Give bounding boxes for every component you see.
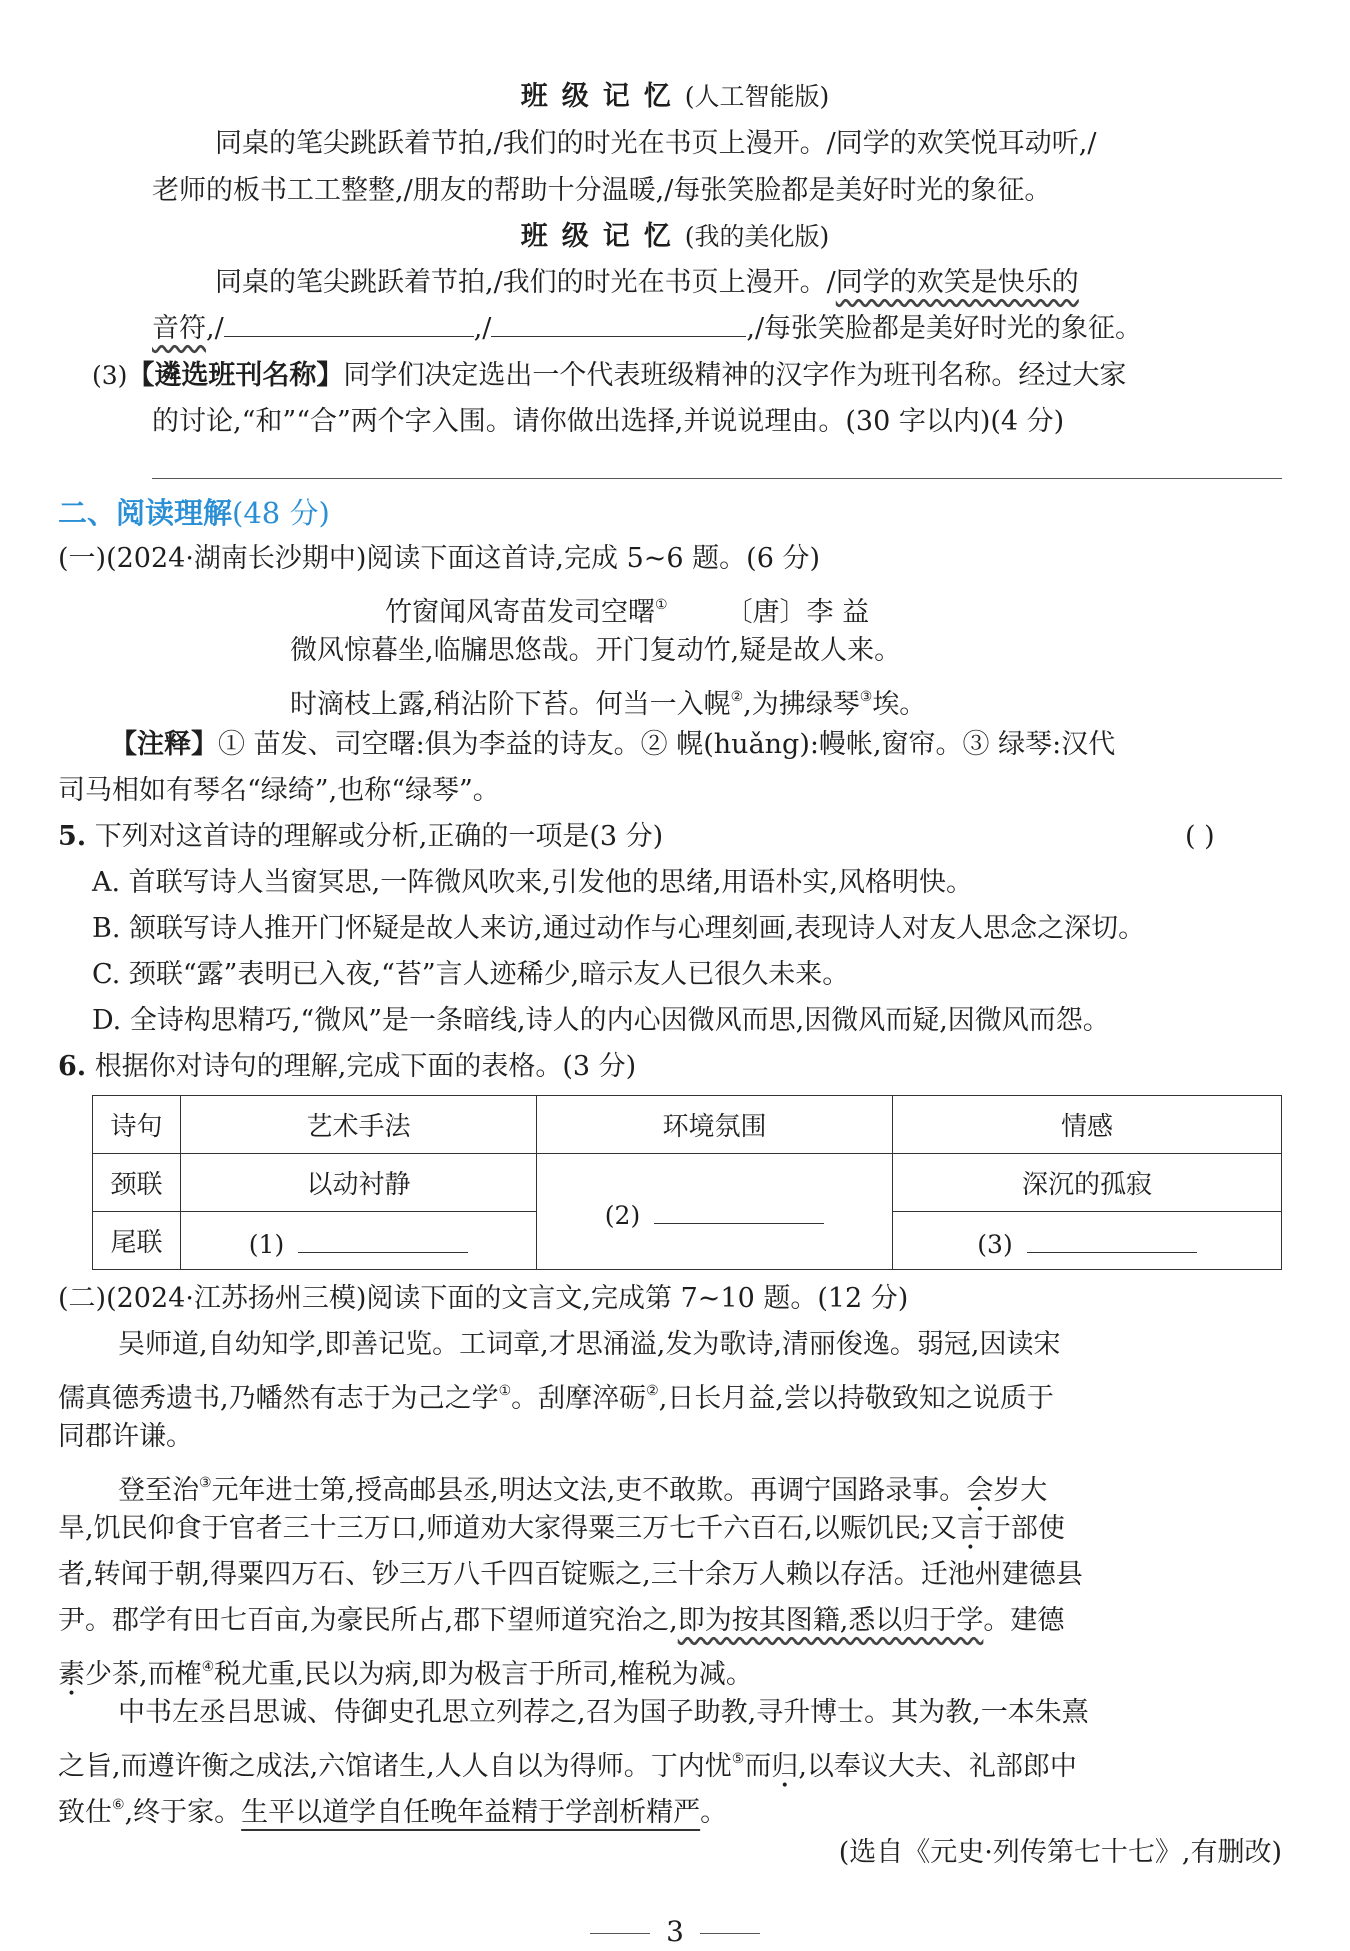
ai-line-1: 同桌的笔尖跳跃着节拍,/我们的时光在书页上漫开。/同学的欢笑悦耳动听,/ bbox=[215, 128, 1097, 159]
notes-text: ① 苗发、司空曙:俱为李益的诗友。② 幌(huǎng):幔帐,窗帘。③ 绿琴:汉代 bbox=[218, 729, 1116, 760]
blank-label: (2) bbox=[604, 1200, 641, 1230]
note-mark: ③ bbox=[859, 689, 873, 705]
blank-label: (3) bbox=[977, 1229, 1013, 1259]
section-title: 二、阅读理解 bbox=[58, 496, 233, 530]
q5-option-c: C. 颈联“露”表明已入夜,“苔”言人迹稀少,暗示友人已很久未来。 bbox=[92, 959, 850, 990]
me-line-1 bbox=[215, 260, 1079, 306]
title-text: 班级记忆 bbox=[520, 221, 685, 252]
q5-answer-paren[interactable]: ( ) bbox=[1185, 821, 1215, 852]
text-run: ,终于家。 bbox=[124, 1797, 242, 1828]
table-cell: 颈联 bbox=[93, 1154, 181, 1212]
answer-blank[interactable] bbox=[1027, 1222, 1197, 1253]
q3-tag: 【遴选班刊名称】 bbox=[127, 360, 344, 391]
passage-p1-line-2 bbox=[58, 1368, 1054, 1422]
passage-p2-line-3: 者,转闻于朝,得粟四万石、钞三万八千四百锭赈之,三十余万人赖以存活。迁池州建德县 bbox=[58, 1559, 1083, 1590]
note-mark: ③ bbox=[199, 1475, 212, 1491]
text-run: 之旨,而遵许衡之成法,六馆诸生,人人自以为得师。丁内忧 bbox=[58, 1751, 732, 1782]
table-cell: 深沉的孤寂 bbox=[893, 1154, 1282, 1212]
underlined-sentence: 即为按其图籍,悉以归于学 bbox=[677, 1605, 984, 1636]
passage-p3-line-1: 中书左丞吕思诚、侍御史孔思立列荐之,召为国子助教,寻升博士。其为教,一本朱熹 bbox=[118, 1697, 1089, 1728]
poem-title-me bbox=[0, 214, 1350, 260]
table-cell-blank-1[interactable] bbox=[181, 1212, 537, 1270]
text-run: 。 bbox=[700, 1797, 728, 1828]
q6-stem bbox=[58, 1044, 636, 1090]
note-mark: ④ bbox=[201, 1659, 215, 1675]
text-run: 尹。郡学有田七百亩,为豪民所占,郡下望师道究治之, bbox=[58, 1605, 678, 1636]
q3-line-2: 的讨论,“和”“合”两个字入围。请你做出选择,并说说理由。(30 字以内)(4 分) bbox=[152, 406, 1065, 437]
title-text: 班级记忆 bbox=[520, 81, 685, 112]
dotted-char: 言 bbox=[956, 1513, 984, 1544]
analysis-table bbox=[92, 1095, 1282, 1270]
notes-line-2: 司马相如有琴名“绿绮”,也称“绿琴”。 bbox=[58, 775, 500, 806]
table-header-row bbox=[93, 1096, 1282, 1154]
note-mark: ① bbox=[655, 597, 668, 613]
q5-number: 5. bbox=[58, 821, 87, 852]
me-line-2 bbox=[152, 306, 1142, 352]
note-mark: ① bbox=[498, 1383, 512, 1399]
q3-text: 同学们决定选出一个代表班级精神的汉字作为班刊名称。经过大家 bbox=[343, 360, 1127, 391]
dotted-char: 会 bbox=[966, 1475, 994, 1506]
text-run: 而 bbox=[744, 1751, 772, 1782]
me-line-1-text: 同桌的笔尖跳跃着节拍,/我们的时光在书页上漫开。/ bbox=[215, 267, 836, 298]
poem-author: 〔唐〕李 益 bbox=[725, 597, 870, 628]
answer-blank-2[interactable] bbox=[491, 306, 746, 337]
answer-blank[interactable] bbox=[298, 1222, 468, 1253]
page-number-text: 3 bbox=[666, 1915, 684, 1948]
title-tag: (人工智能版) bbox=[684, 82, 830, 111]
header-cell: 艺术手法 bbox=[181, 1096, 537, 1154]
poem-line-1: 微风惊暮坐,临牖思悠哉。开门复动竹,疑是故人来。 bbox=[290, 635, 902, 666]
poem-line-2-a: 时滴枝上露,稍沾阶下苔。何当一入幌 bbox=[290, 689, 731, 720]
me-line-2-tail: ,/每张笑脸都是美好时光的象征。 bbox=[746, 313, 1143, 344]
poem-title: 竹窗闻风寄苗发司空曙 bbox=[385, 597, 655, 628]
q5-stem-text: 下列对这首诗的理解或分析,正确的一项是(3 分) bbox=[94, 821, 664, 852]
me-line-1-underlined: 同学的欢笑是快乐的 bbox=[835, 267, 1079, 298]
text-run: 元年进士第,授高邮县丞,明达文法,吏不敢欺。再调宁国路录事。 bbox=[211, 1475, 967, 1506]
q3-number: (3) bbox=[92, 361, 128, 390]
q5-option-b: B. 颔联写诗人推开门怀疑是故人来访,通过动作与心理刻画,表现诗人对友人思念之深切。 bbox=[92, 913, 1146, 944]
table-cell-blank-3[interactable] bbox=[893, 1212, 1282, 1270]
text-run: 岁大 bbox=[993, 1475, 1048, 1506]
poem-title-ai bbox=[0, 74, 1350, 120]
note-mark: ② bbox=[730, 689, 744, 705]
poem-line-2-c: 埃。 bbox=[872, 689, 927, 720]
part2-intro: (二)(2024·江苏扬州三模)阅读下面的文言文,完成第 7~10 题。(12 分) bbox=[58, 1283, 909, 1314]
text-run: 。刮摩淬砺 bbox=[511, 1383, 647, 1414]
divider bbox=[590, 1933, 650, 1934]
sep: ,/ bbox=[206, 313, 224, 344]
page-number bbox=[0, 1915, 1350, 1948]
text-run: 于部使 bbox=[983, 1513, 1065, 1544]
q5-option-a: A. 首联写诗人当窗冥思,一阵微风吹来,引发他的思绪,用语朴实,风格明快。 bbox=[92, 867, 973, 898]
q5-option-d: D. 全诗构思精巧,“微风”是一条暗线,诗人的内心因微风而思,因微风而疑,因微风而怨。 bbox=[92, 1005, 1110, 1036]
text-run: 少茶,而榷 bbox=[85, 1659, 202, 1690]
underlined-sentence: 生平以道学自任晚年益精于学剖析精严 bbox=[241, 1797, 701, 1828]
note-mark: ② bbox=[646, 1383, 659, 1399]
ai-line-2: 老师的板书工工整整,/朋友的帮助十分温暖,/每张笑脸都是美好时光的象征。 bbox=[152, 175, 1052, 206]
header-cell: 诗句 bbox=[93, 1096, 181, 1154]
table-row bbox=[93, 1154, 1282, 1212]
passage-p2-line-2 bbox=[58, 1506, 1065, 1552]
passage-p1-line-3: 同郡许谦。 bbox=[58, 1421, 193, 1452]
divider bbox=[700, 1933, 760, 1934]
blank-label: (1) bbox=[248, 1229, 285, 1259]
notes-tag: 【注释】 bbox=[110, 729, 218, 760]
text-run: 登至治 bbox=[118, 1475, 199, 1506]
dotted-char: 归 bbox=[771, 1751, 799, 1782]
q6-number: 6. bbox=[58, 1051, 87, 1082]
passage-p3-line-3 bbox=[58, 1782, 727, 1836]
notes-line-1 bbox=[110, 722, 1115, 768]
table-cell: 以动衬静 bbox=[181, 1154, 537, 1212]
title-tag: (我的美化版) bbox=[684, 222, 830, 251]
table-cell: 尾联 bbox=[93, 1212, 181, 1270]
text-run: 致仕 bbox=[58, 1797, 112, 1828]
table-cell-blank-2[interactable] bbox=[537, 1154, 893, 1270]
q3-answer-line[interactable] bbox=[152, 478, 1282, 479]
text-run: ,日长月益,尝以持敬致知之说质于 bbox=[658, 1383, 1054, 1414]
answer-blank[interactable] bbox=[654, 1193, 824, 1224]
passage-p1-line-1: 吴师道,自幼知学,即善记览。工词章,才思涌溢,发为歌诗,清丽俊逸。弱冠,因读宋 bbox=[118, 1329, 1061, 1360]
header-cell: 环境氛围 bbox=[537, 1096, 893, 1154]
text-run: ,以奉议大夫、礼部郎中 bbox=[798, 1751, 1077, 1782]
dotted-char: 素 bbox=[58, 1659, 85, 1690]
text-run: 旱,饥民仰食于官者三十三万口,师道劝大家得粟三万七千六百石,以赈饥民;又 bbox=[58, 1513, 957, 1544]
passage-source: (选自《元史·列传第七十七》,有删改) bbox=[838, 1837, 1282, 1868]
me-line-2-underlined: 音符 bbox=[152, 313, 206, 344]
poem-line-2-b: ,为拂绿琴 bbox=[743, 689, 860, 720]
note-mark: ⑥ bbox=[112, 1797, 125, 1813]
part1-intro: (一)(2024·湖南长沙期中)阅读下面这首诗,完成 5~6 题。(6 分) bbox=[58, 543, 820, 574]
q6-stem-text: 根据你对诗句的理解,完成下面的表格。(3 分) bbox=[94, 1051, 637, 1082]
note-mark: ⑤ bbox=[731, 1751, 745, 1767]
passage-p2-line-4 bbox=[58, 1598, 1064, 1644]
section-heading bbox=[58, 490, 330, 536]
text-run: 。建德 bbox=[983, 1605, 1065, 1636]
poem-line-2 bbox=[290, 674, 926, 728]
section-score: (48 分) bbox=[232, 496, 330, 530]
sep: ,/ bbox=[473, 313, 492, 344]
q5-stem bbox=[58, 814, 663, 860]
text-run: 儒真德秀遗书,乃幡然有志于为己之学 bbox=[58, 1383, 499, 1414]
q3-line-1 bbox=[92, 353, 1126, 399]
header-cell: 情感 bbox=[893, 1096, 1282, 1154]
answer-blank-1[interactable] bbox=[224, 306, 474, 337]
text-run: 税尤重,民以为病,即为极言于所司,榷税为减。 bbox=[214, 1659, 753, 1690]
